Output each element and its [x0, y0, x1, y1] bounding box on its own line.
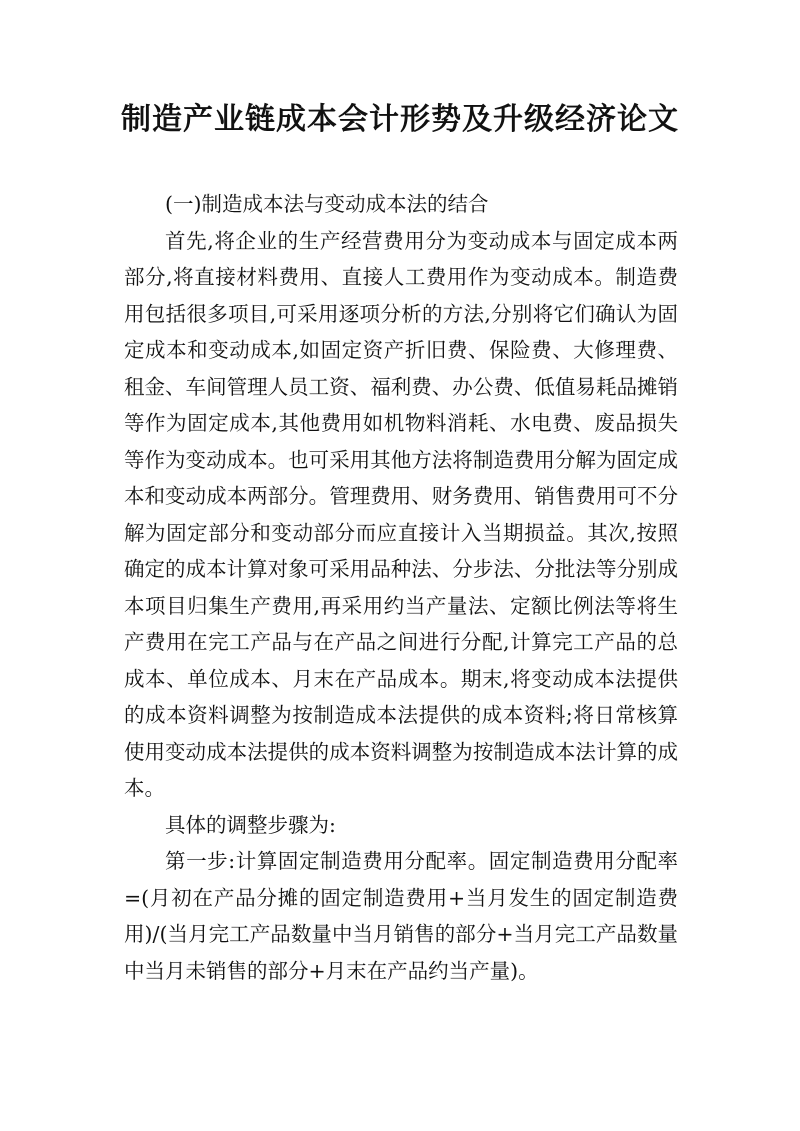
body-paragraph: 首先,将企业的生产经营费用分为变动成本与固定成本两部分,将直接材料费用、直接人工费用作为变动成本。制造费用包括很多项目,可采用逐项分析的方法,分别将它们确认为固定成本和变动成本,如固定资产折旧费、保险费、大修理费、租金、车间管理人员工资、福利费、办公费、低值易耗品摊销等作为固定成本,其他费用如机物料消耗、水电费、废品损失等作为变动成本。也可采用其他方法将制造费用分解为固定成本和变动成本两部分。管理费用、财务费用、销售费用可不分解为固定部分和变动部分而应直接计入当期损益。其次,按照确定的成本计算对象可采用品种法、分步法、分批法等分别成本项目归集生产费用,再采用约当产量法、定额比例法等将生产费用在完工产品与在产品之间进行分配,计算完工产品的总成本、单位成本、月末在产品成本。期末,将变动成本法提供的成本资料调整为按制造成本法提供的成本资料;将日常核算使用变动成本法提供的成本资料调整为按制造成本法计算的成本。: [124, 228, 678, 800]
document-title: 制造产业链成本会计形势及升级经济论文: [121, 102, 679, 137]
body-paragraph: 第一步:计算固定制造费用分配率。固定制造费用分配率=(月初在产品分摊的固定制造费用+当月发生的固定制造费用)/(当月完工产品数量中当月销售的部分+当月完工产品数量中当月未销售的部分+月末在产品约当产量)。: [124, 849, 678, 983]
body-paragraph: 具体的调整步骤为:: [165, 812, 336, 837]
section-heading: (一)制造成本法与变动成本法的结合: [165, 192, 489, 216]
document-body: [124, 186, 678, 989]
